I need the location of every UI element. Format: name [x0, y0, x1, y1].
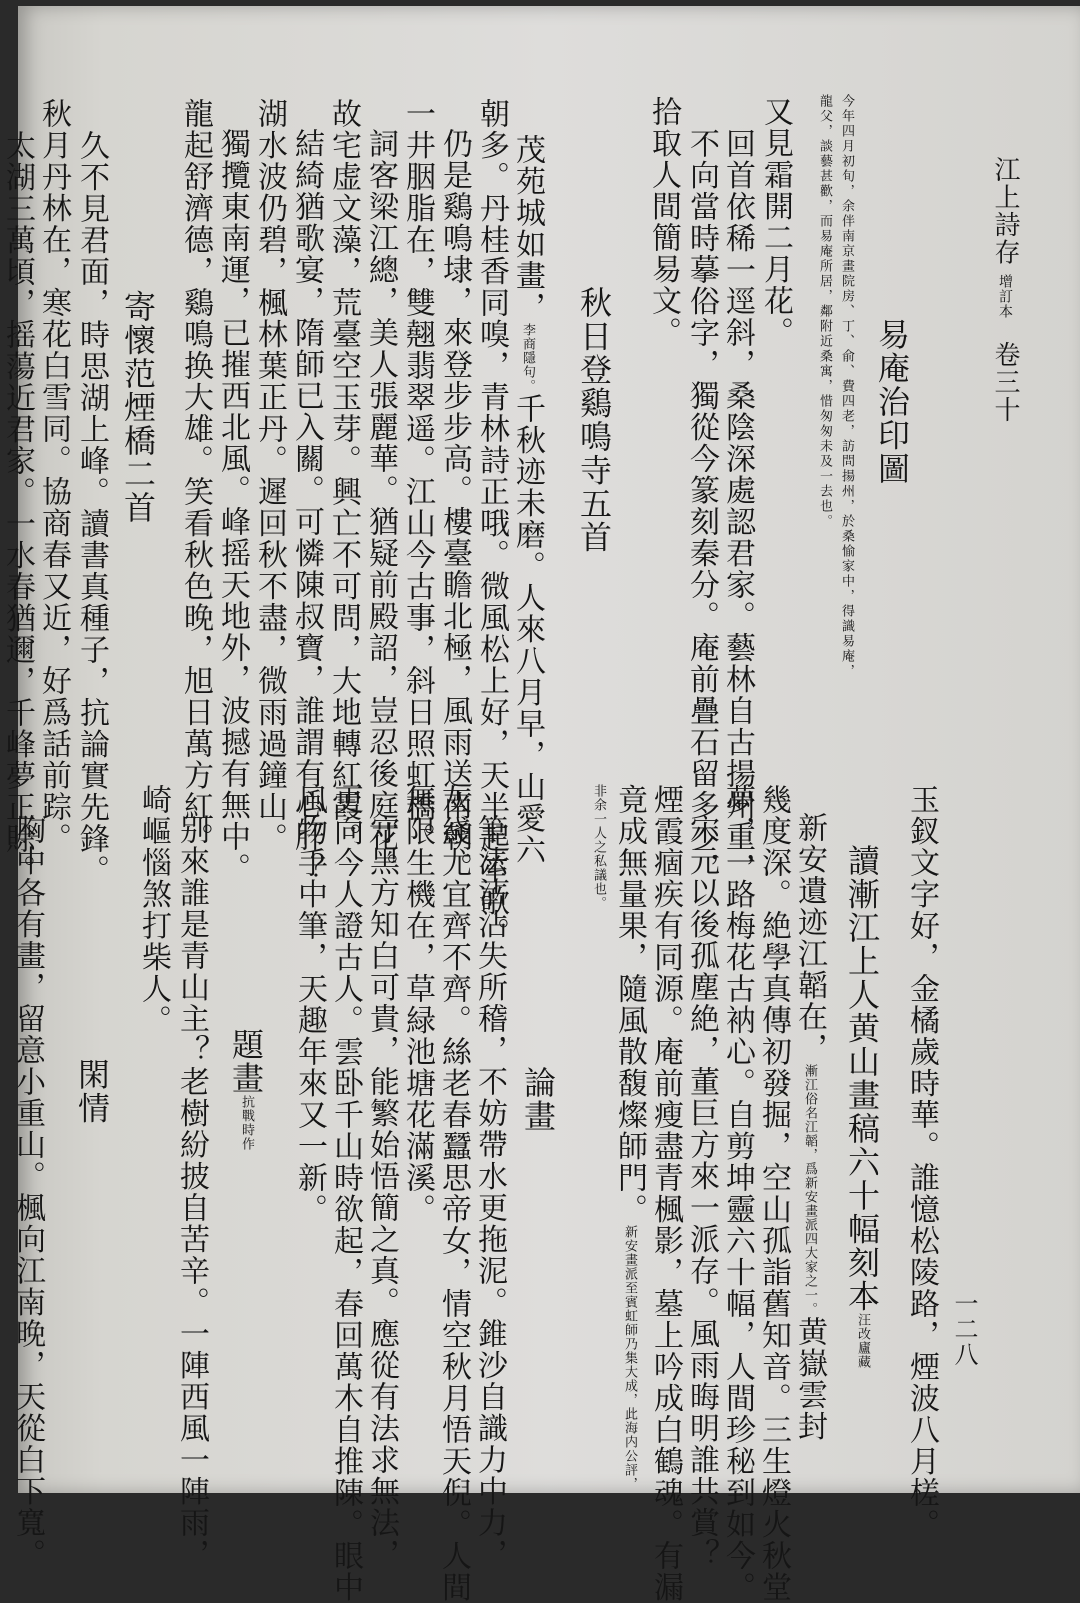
poem-line: 守黑方知白可貴，能繁始悟簡之真。應從有法求無法，	[364, 814, 399, 1570]
poem-line: 别來誰是青山主？老樹紛披自苦辛。一陣西風一陣雨，	[174, 814, 209, 1570]
poem-line: 龍起舒濟德，鷄鳴换大雄。笑看秋色晚，旭日萬方紅。	[178, 98, 213, 854]
poem-preface: 龍父，談藝甚歡，而易庵所居，鄰附近桑寓，惜匆匆未及一去也。	[817, 94, 832, 529]
poem-line	[612, 784, 647, 1491]
title-note: 汪改廬藏	[855, 1313, 870, 1369]
poem-line: 又見霜開二月花。	[758, 96, 793, 348]
poem-title	[227, 1028, 265, 1151]
poem-text: 新安遺迹江韜在，	[792, 812, 827, 1064]
poem-line: 玉釵文字好，金橘歲時華。誰憶松陵路，煙波八月槎。	[904, 784, 939, 1540]
poem-line: 夢，一路梅花古衲心。自剪坤靈六十幅，人間珍秘到如今。	[720, 784, 755, 1603]
title-note: 抗戰時作	[239, 1095, 254, 1151]
poem-line: 更向今人證古人。雲卧千山時欲起，春回萬木自推陳。眼中	[328, 784, 363, 1603]
poem-line	[792, 812, 827, 1442]
poem-title: 論畫	[519, 1066, 557, 1133]
poem-title: 寄懷范煙橋二首	[119, 290, 157, 525]
poem-line: 拾取人間簡易文。	[646, 96, 681, 348]
poem-line: 不向當時摹俗字，獨從今篆刻秦分。庵前疊石留多少，	[684, 128, 719, 884]
book-title: 江上詩存	[990, 156, 1020, 266]
poem-line: 久不見君面，時思湖上峰。讀書真種子，抗論實先鋒。	[74, 130, 109, 886]
page-number: 一二八	[950, 1291, 978, 1368]
poem-line: 回首依稀一逕斜，桑陰深處認君家。藝林自古揚州重，	[720, 128, 755, 884]
poem-text: 千秋迹未磨。人來八月早，山愛六	[510, 393, 545, 866]
inline-note: 李商隱句。	[520, 323, 535, 393]
poem-text: 竟成無量果，隨風散馥燦師門。	[612, 784, 647, 1225]
poem-line: 胸中各有畫，留意小重山。楓向江南晚，天從白下寬。	[10, 814, 45, 1570]
poem-title-text: 讀漸江上人黄山畫稿六十幅刻本	[843, 844, 881, 1313]
inline-note: 新安畫派至賓虹師乃集大成，此海内公評，	[622, 1225, 637, 1491]
poem-text: 茂苑城如畫，	[510, 134, 545, 323]
inline-note: 非余一人之私議也。	[591, 784, 606, 910]
poem-text: 黄嶽雲封	[792, 1316, 827, 1442]
poem-line: 秋月丹林在，寒花白雪同。協商春又近，好爲話前踪。	[36, 98, 71, 854]
poem-line: 結綺猶歌宴，隋師已入關。可憐陳叔寶，誰謂有心肝？	[289, 128, 324, 884]
poem-title: 閑情	[73, 1058, 111, 1125]
poem-line: 崎嶇惱煞打柴人。	[136, 784, 171, 1036]
poem-line: 一井胭脂在，雙翹翡翠遥。江山今古事，斜日照虹橋。	[400, 98, 435, 854]
poem-line: 無限生機在，草緑池塘花滿溪。	[400, 784, 435, 1225]
poem-title: 易庵治印圖	[873, 318, 911, 486]
volume-label: 卷三十	[990, 341, 1020, 424]
book-page	[0, 6, 1080, 1603]
poem-line: 宋元以後孤塵絶，董巨方來一派存。風雨晦明誰共賞？	[684, 814, 719, 1570]
poem-line: 詞客梁江總，美人張麗華。猶疑前殿詔，豈忍後庭花。	[363, 128, 398, 884]
running-header	[992, 156, 1018, 424]
poem-preface: 今年四月初旬，余伴南京畫院房、丁、俞、費四老，訪問揚州，於桑愉家中，得識易庵，	[839, 94, 854, 679]
poem-line: 獨攬東南運，已摧西北風。峰摇天地外，波撼有無中。	[215, 128, 250, 884]
poem-line: 朝多。丹桂香同嗅，青林詩正哦。微風松上好，天半起笙歌。	[474, 98, 509, 949]
edition-label: 增訂本	[997, 274, 1013, 319]
poem-line: 幾度深。絶學真傳初發掘，空山孤詣舊知音。三生燈火秋堂	[756, 784, 791, 1603]
inline-note: 漸江俗名江韜，爲新安畫派四大家之一。	[802, 1064, 817, 1316]
poem-line	[510, 134, 545, 866]
poem-line: 筆法沾沾失所稽，不妨帶水更拖泥。錐沙自識力中力，	[472, 814, 507, 1570]
poem-line: 灰綫尤宜齊不齊。絲老春蠶思帝女，情空秋月悟天倪。人間	[436, 784, 471, 1603]
poem-line: 煙霞痼疾有同源。庵前瘦盡青楓影，墓上吟成白鶴魂。有漏	[648, 784, 683, 1603]
poem-line: 湖水波仍碧，楓林葉正丹。遲回秋不盡，微雨過鐘山。	[252, 98, 287, 854]
poem-title-text: 題畫	[227, 1028, 265, 1095]
poem-title	[843, 844, 881, 1369]
poem-title: 秋日登鷄鳴寺五首	[575, 286, 613, 554]
poem-line: 故宅虚文藻，荒臺空玉芽。興亡不可問，大地轉紅霞。	[326, 98, 361, 854]
poem-line: 仍是鷄鳴埭，來登步步高。樓臺瞻北極，風雨送南朝。	[437, 128, 472, 884]
poem-line: 風物手中筆，天趣年來又一新。	[292, 784, 327, 1225]
poem-line: 太湖三萬頃，摇蕩近君家。一水春猶邇，千峰夢正賒。	[0, 130, 35, 886]
